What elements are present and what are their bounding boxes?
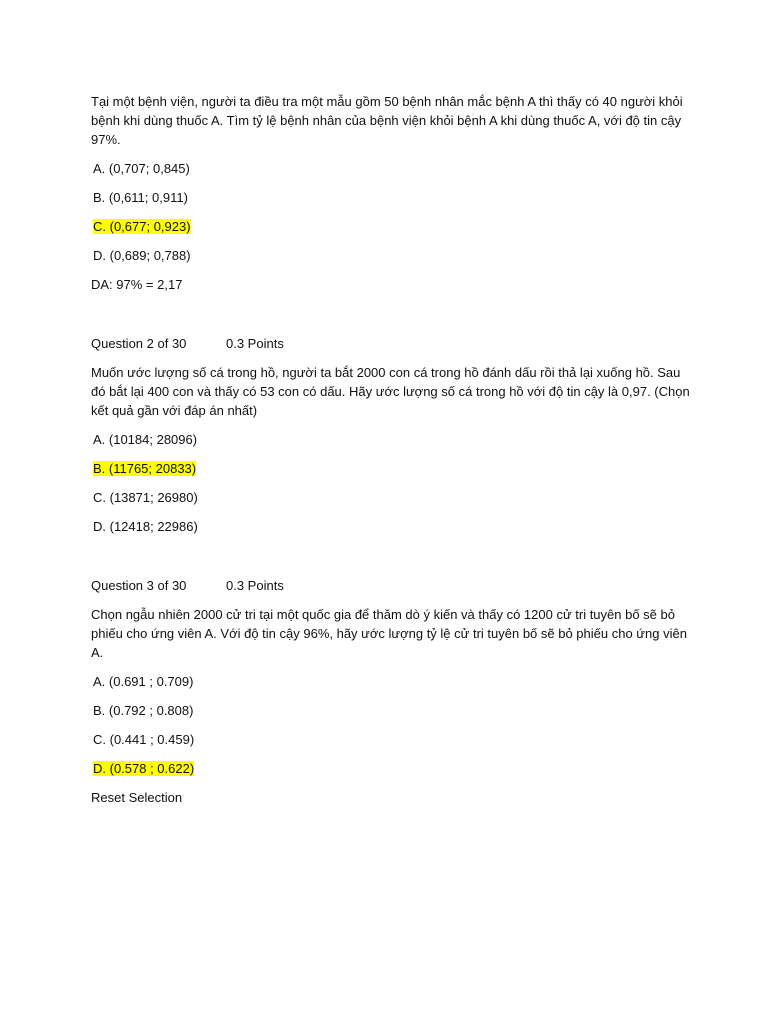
q3-header xyxy=(91,576,691,595)
q1-option-d-label: D. (0,689; 0,788) xyxy=(93,248,191,263)
q3-option-c-label: C. (0.441 ; 0.459) xyxy=(93,732,195,747)
q1-option-b-label: B. (0,611; 0,911) xyxy=(93,190,188,205)
q3-option-d-label: D. (0.578 ; 0.622) xyxy=(93,761,195,776)
q2-option-b[interactable] xyxy=(93,459,691,478)
reset-selection-link[interactable]: Reset Selection xyxy=(91,790,183,805)
q3-points: 0.3 Points xyxy=(226,578,284,593)
document-page xyxy=(91,92,691,807)
q1-option-b[interactable] xyxy=(93,188,691,207)
q2-option-d[interactable] xyxy=(93,517,691,536)
q2-question-text: Muốn ước lượng số cá trong hồ, người ta bắt 2000 con cá trong hồ đánh dấu rồi thả lại xuống hồ. Sau đó bắt lại 400 con và thấy có 53 con có dấu. Hãy ước lượng số cá trong hồ với độ tin cậy là 0,97. (Chọn kết quả gần với đáp án nhất) xyxy=(91,365,690,418)
q1-option-a[interactable] xyxy=(93,159,691,178)
q2-header xyxy=(91,334,691,353)
q3-question-text: Chọn ngẫu nhiên 2000 cử tri tại một quốc gia để thăm dò ý kiến và thấy có 1200 cử tri tuyên bố sẽ bỏ phiếu cho ứng viên A. Với độ tin cậy 96%, hãy ước lượng tỷ lệ cử tri tuyên bố sẽ bỏ phiếu cho ứng viên A. xyxy=(91,607,687,660)
q3-option-b-label: B. (0.792 ; 0.808) xyxy=(93,703,194,718)
q3-option-d[interactable] xyxy=(93,759,691,778)
q2-option-c[interactable] xyxy=(93,488,691,507)
q2-option-d-label: D. (12418; 22986) xyxy=(93,519,198,534)
q3-option-b[interactable] xyxy=(93,701,691,720)
q1-option-d[interactable] xyxy=(93,246,691,265)
q3-number: Question 3 of 30 xyxy=(91,578,187,593)
q1-option-c[interactable] xyxy=(93,217,691,236)
q2-option-a-label: A. (10184; 28096) xyxy=(93,432,198,447)
section-spacer xyxy=(91,304,691,334)
q2-option-c-label: C. (13871; 26980) xyxy=(93,490,198,505)
q1-option-c-label: C. (0,677; 0,923) xyxy=(93,219,191,234)
q1-question-text: Tại một bệnh viện, người ta điều tra một mẫu gồm 50 bệnh nhân mắc bệnh A thì thấy có 40 người khỏi bệnh khi dùng thuốc A. Tìm tỷ lệ bệnh nhân của bệnh viện khỏi bệnh A khi dùng thuốc A, với độ tin cậy 97%. xyxy=(91,94,683,147)
q2-option-a[interactable] xyxy=(93,430,691,449)
q1-option-a-label: A. (0,707; 0,845) xyxy=(93,161,190,176)
q2-number: Question 2 of 30 xyxy=(91,336,187,351)
q3-option-a[interactable] xyxy=(93,672,691,691)
q3-option-c[interactable] xyxy=(93,730,691,749)
q3-option-a-label: A. (0.691 ; 0.709) xyxy=(93,674,194,689)
q1-answer-note: DA: 97% = 2,17 xyxy=(91,277,183,292)
section-spacer xyxy=(91,546,691,576)
q2-option-b-label: B. (11765; 20833) xyxy=(93,461,197,476)
q2-points: 0.3 Points xyxy=(226,336,284,351)
